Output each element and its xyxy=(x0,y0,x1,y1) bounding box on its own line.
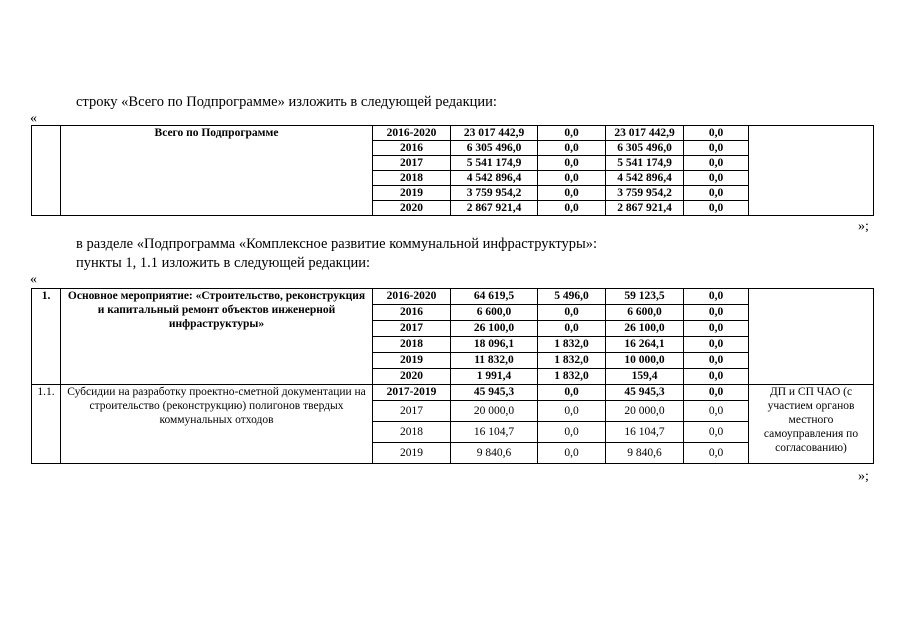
other-cell: 0,0 xyxy=(684,353,749,369)
total-cell: 11 832,0 xyxy=(451,353,538,369)
number-cell xyxy=(32,126,61,216)
federal-cell: 1 832,0 xyxy=(538,353,606,369)
federal-cell: 0,0 xyxy=(538,201,606,216)
other-cell: 0,0 xyxy=(684,305,749,321)
table-row xyxy=(32,126,874,141)
other-cell: 0,0 xyxy=(684,289,749,305)
open-quote-2: « xyxy=(30,272,37,287)
total-cell: 18 096,1 xyxy=(451,337,538,353)
open-quote-1: « xyxy=(30,111,37,126)
period-cell: 2018 xyxy=(373,171,451,186)
regional-cell: 10 000,0 xyxy=(606,353,684,369)
federal-cell: 0,0 xyxy=(538,401,606,422)
intro-text-3: пункты 1, 1.1 изложить в следующей редакции: xyxy=(76,255,371,271)
period-cell: 2016 xyxy=(373,305,451,321)
item-number-cell: 1. xyxy=(32,289,61,385)
regional-cell: 9 840,6 xyxy=(606,443,684,464)
regional-cell: 5 541 174,9 xyxy=(606,156,684,171)
regional-cell: 4 542 896,4 xyxy=(606,171,684,186)
infrastructure-table xyxy=(31,288,874,464)
total-cell: 6 305 496,0 xyxy=(451,141,538,156)
table-row xyxy=(32,289,874,305)
regional-cell: 23 017 442,9 xyxy=(606,126,684,141)
executor-cell xyxy=(749,289,874,385)
regional-cell: 45 945,3 xyxy=(606,385,684,401)
other-cell: 0,0 xyxy=(684,186,749,201)
total-cell: 20 000,0 xyxy=(451,401,538,422)
subprogram-total-table xyxy=(31,125,874,216)
other-cell: 0,0 xyxy=(684,141,749,156)
period-cell: 2018 xyxy=(373,422,451,443)
close-quote-2: »; xyxy=(858,469,869,484)
period-cell: 2016 xyxy=(373,141,451,156)
period-cell: 2020 xyxy=(373,369,451,385)
total-cell: 16 104,7 xyxy=(451,422,538,443)
regional-cell: 16 264,1 xyxy=(606,337,684,353)
federal-cell: 0,0 xyxy=(538,186,606,201)
intro-text-2: в разделе «Подпрограмма «Комплексное развитие коммунальной инфраструктуры»: xyxy=(76,236,598,252)
total-cell: 26 100,0 xyxy=(451,321,538,337)
period-cell: 2018 xyxy=(373,337,451,353)
federal-cell: 0,0 xyxy=(538,126,606,141)
total-cell: 5 541 174,9 xyxy=(451,156,538,171)
period-cell: 2016-2020 xyxy=(373,126,451,141)
federal-cell: 0,0 xyxy=(538,141,606,156)
period-cell: 2019 xyxy=(373,353,451,369)
other-cell: 0,0 xyxy=(684,156,749,171)
total-cell: 4 542 896,4 xyxy=(451,171,538,186)
period-cell: 2017 xyxy=(373,401,451,422)
total-cell: 9 840,6 xyxy=(451,443,538,464)
regional-cell: 2 867 921,4 xyxy=(606,201,684,216)
other-cell: 0,0 xyxy=(684,321,749,337)
period-cell: 2019 xyxy=(373,186,451,201)
total-cell: 64 619,5 xyxy=(451,289,538,305)
other-cell: 0,0 xyxy=(684,401,749,422)
federal-cell: 0,0 xyxy=(538,422,606,443)
period-cell: 2016-2020 xyxy=(373,289,451,305)
executor-cell xyxy=(749,126,874,216)
total-cell: 3 759 954,2 xyxy=(451,186,538,201)
regional-cell: 159,4 xyxy=(606,369,684,385)
regional-cell: 16 104,7 xyxy=(606,422,684,443)
regional-cell: 6 600,0 xyxy=(606,305,684,321)
federal-cell: 1 832,0 xyxy=(538,369,606,385)
row-name-cell: Всего по Подпрограмме xyxy=(61,126,373,216)
intro-text-1: строку «Всего по Подпрограмме» изложить в следующей редакции: xyxy=(76,94,497,110)
total-cell: 45 945,3 xyxy=(451,385,538,401)
federal-cell: 0,0 xyxy=(538,321,606,337)
federal-cell: 0,0 xyxy=(538,171,606,186)
regional-cell: 26 100,0 xyxy=(606,321,684,337)
federal-cell: 1 832,0 xyxy=(538,337,606,353)
executor-cell: ДП и СП ЧАО (с участием органов местного самоуправления по согласованию) xyxy=(749,385,874,464)
other-cell: 0,0 xyxy=(684,337,749,353)
close-quote-1: »; xyxy=(858,219,869,234)
other-cell: 0,0 xyxy=(684,385,749,401)
total-cell: 23 017 442,9 xyxy=(451,126,538,141)
period-cell: 2017-2019 xyxy=(373,385,451,401)
regional-cell: 3 759 954,2 xyxy=(606,186,684,201)
regional-cell: 6 305 496,0 xyxy=(606,141,684,156)
other-cell: 0,0 xyxy=(684,422,749,443)
regional-cell: 59 123,5 xyxy=(606,289,684,305)
federal-cell: 0,0 xyxy=(538,305,606,321)
item-name-cell: Основное мероприятие: «Строительство, реконструкция и капитальный ремонт объектов инженерной инфраструктуры» xyxy=(61,289,373,385)
period-cell: 2020 xyxy=(373,201,451,216)
other-cell: 0,0 xyxy=(684,369,749,385)
total-cell: 1 991,4 xyxy=(451,369,538,385)
item-name-cell: Субсидии на разработку проектно-сметной документации на строительство (реконструкцию) полигонов твердых коммунальных отходов xyxy=(61,385,373,464)
federal-cell: 0,0 xyxy=(538,156,606,171)
regional-cell: 20 000,0 xyxy=(606,401,684,422)
federal-cell: 5 496,0 xyxy=(538,289,606,305)
total-cell: 6 600,0 xyxy=(451,305,538,321)
period-cell: 2019 xyxy=(373,443,451,464)
period-cell: 2017 xyxy=(373,156,451,171)
total-cell: 2 867 921,4 xyxy=(451,201,538,216)
period-cell: 2017 xyxy=(373,321,451,337)
other-cell: 0,0 xyxy=(684,201,749,216)
other-cell: 0,0 xyxy=(684,443,749,464)
federal-cell: 0,0 xyxy=(538,385,606,401)
federal-cell: 0,0 xyxy=(538,443,606,464)
other-cell: 0,0 xyxy=(684,171,749,186)
table-row xyxy=(32,385,874,401)
item-number-cell: 1.1. xyxy=(32,385,61,464)
other-cell: 0,0 xyxy=(684,126,749,141)
